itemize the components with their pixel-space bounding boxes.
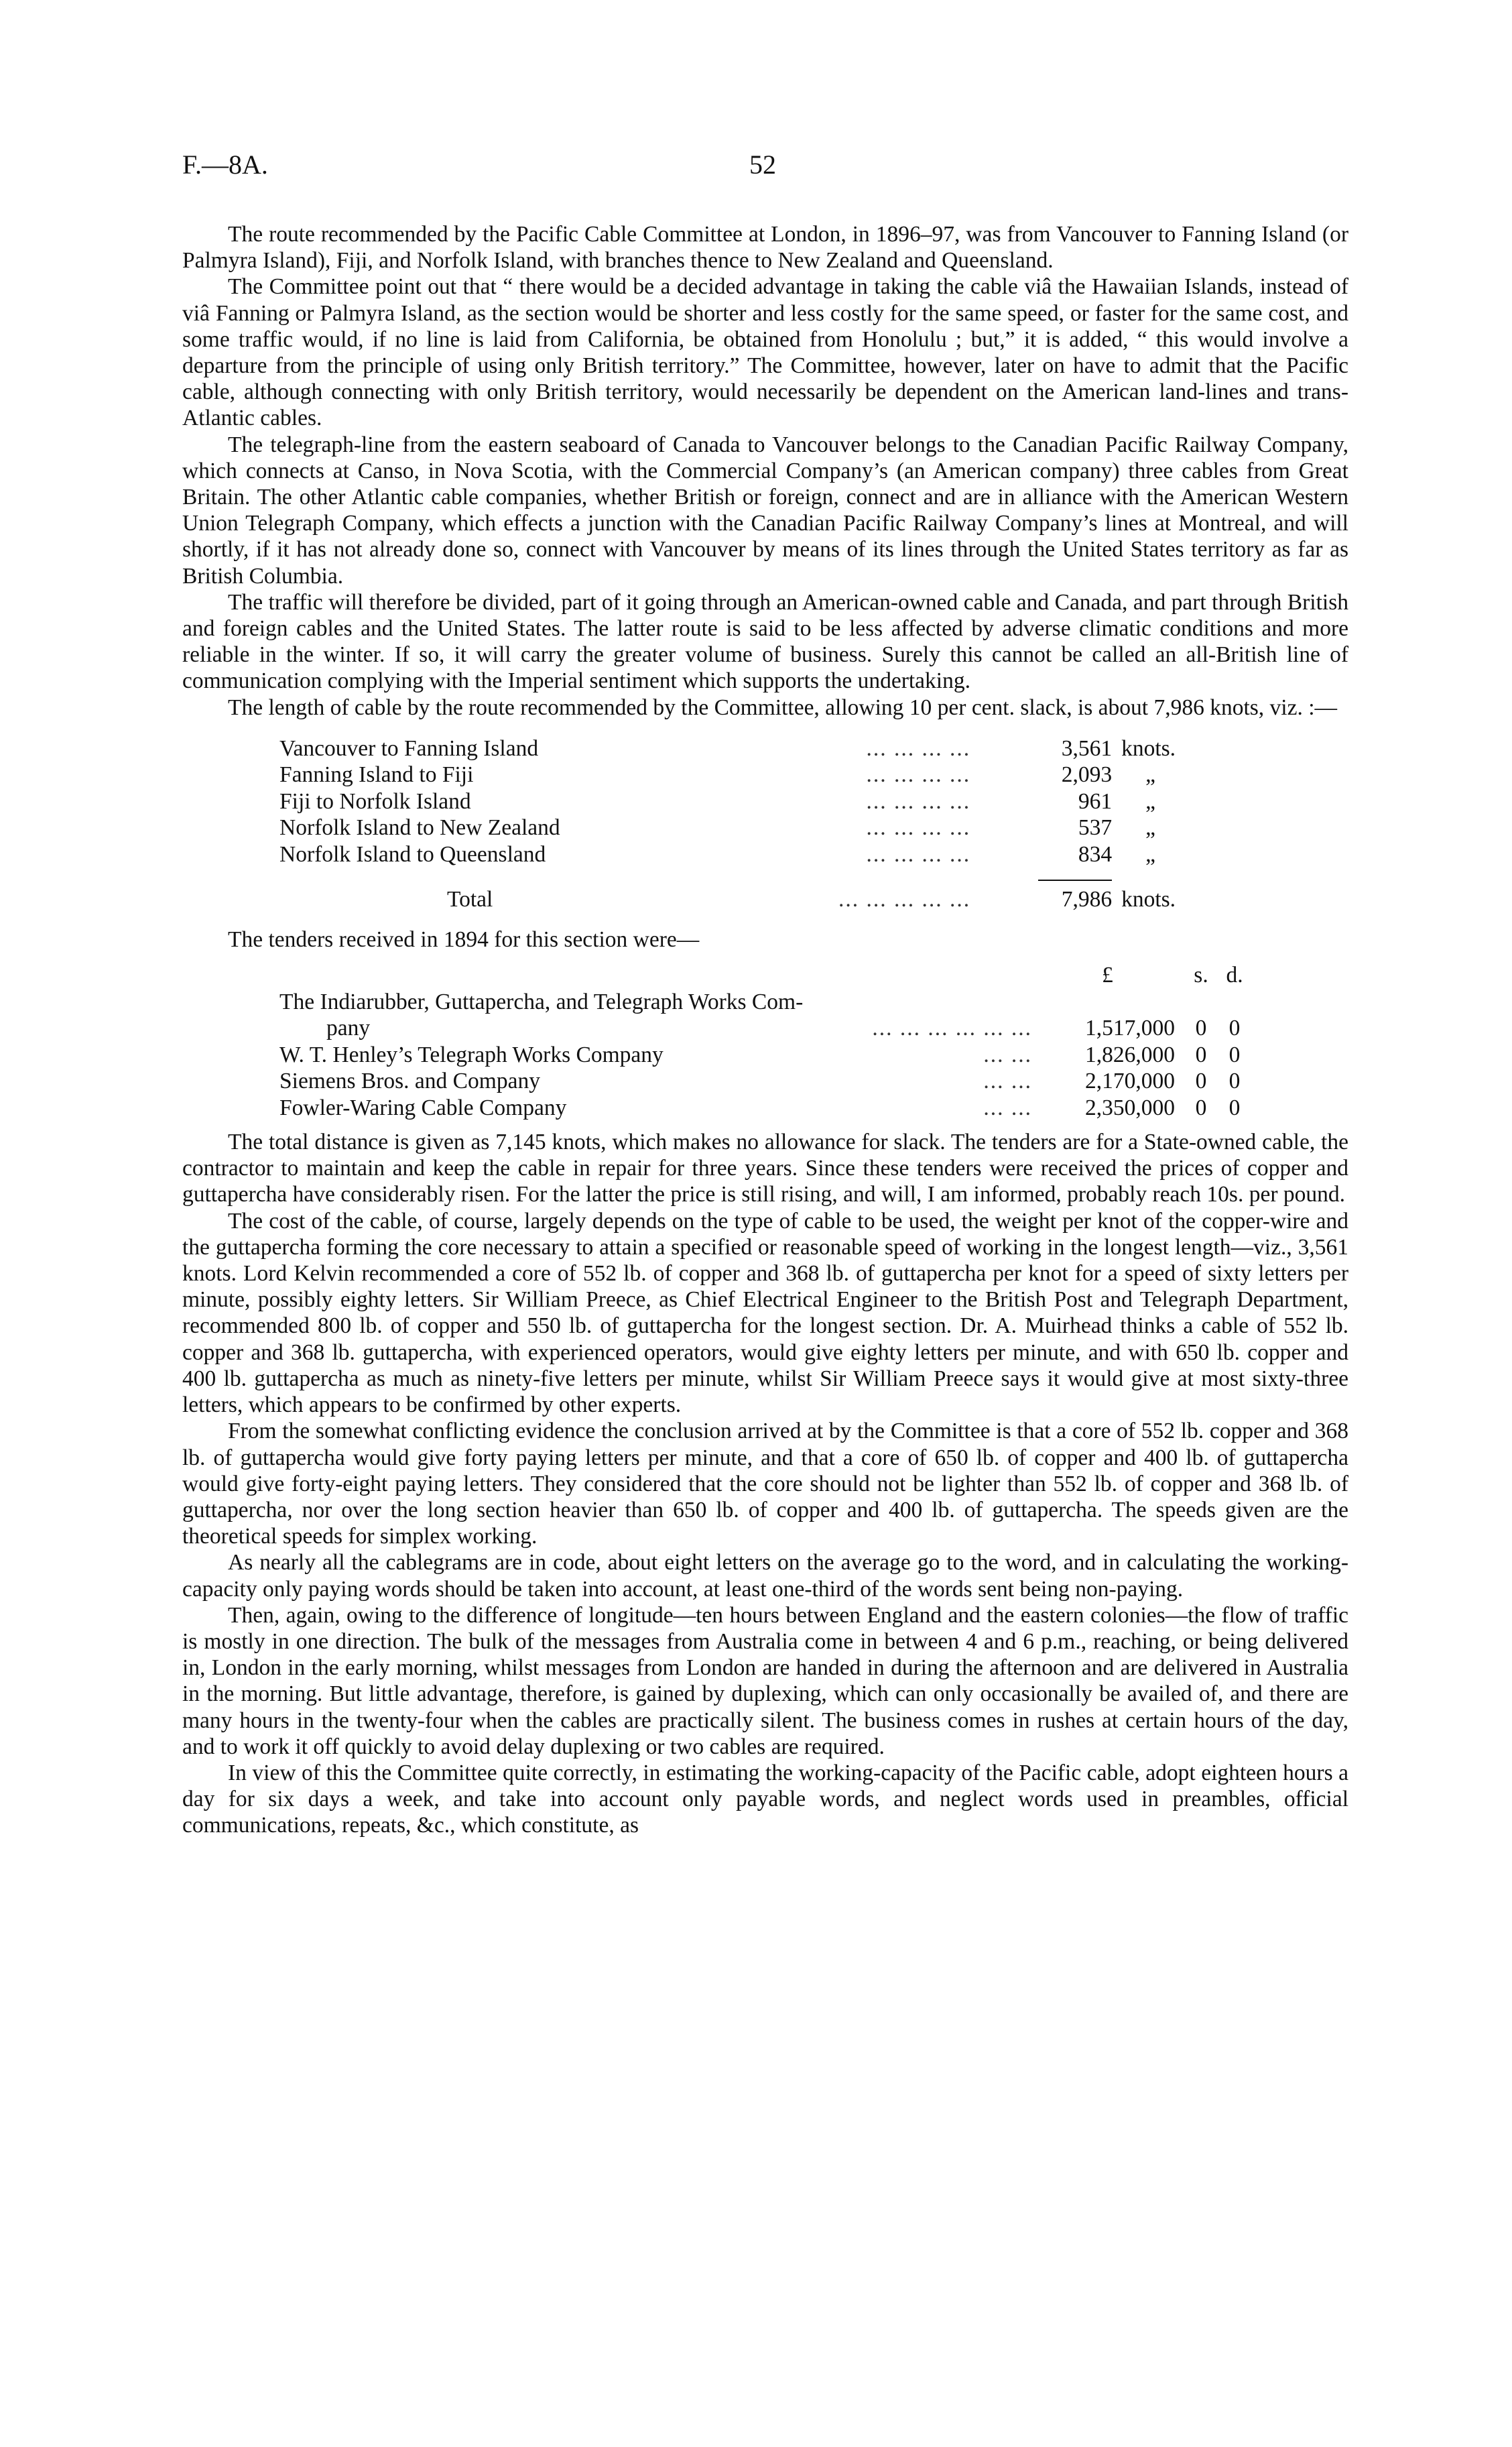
total-knots: 7,986 — [1061, 887, 1113, 912]
leader-dots: ... ... — [983, 1095, 1032, 1120]
paragraph: The telegraph-line from the eastern seaboard of Canada to Vancouver belongs to the Canadian Pacific Railway Company, which connects at Canso, in Nova Scotia, with the Commercial Company’s (an American company) three cables from Great Britain. The other Atlantic cable companies, whether British or foreign, connect and are in alliance with the American Western Union Telegraph Company, which effects a junction with the Canadian Pacific Railway Company’s lines at Montreal, and will shortly, if it has not already done so, connect with Vancouver by means of its lines through the United States territory as far as British Columbia. — [182, 432, 1348, 589]
tender-row — [279, 1015, 1251, 1042]
pound-header: £ — [1102, 963, 1113, 988]
paragraph: The length of cable by the route recommended by the Committee, allowing 10 per cent. slack, is about 7,986 knots, viz. :— — [228, 695, 1338, 720]
paragraph: As nearly all the cablegrams are in code, about eight letters on the average go to the word, and in calculating the working-capacity only paying words should be taken into account, at least one-third of the words sent being non-paying. — [182, 1550, 1348, 1602]
leader-dots: ... ... — [983, 1069, 1032, 1094]
document-reference: F.—8A. — [182, 150, 268, 180]
tender-name: pany — [326, 1016, 371, 1041]
paragraph: The Committee point out that “ there would be a decided advantage in taking the cable viâ the Hawaiian Islands, instead of viâ Fanning or Palmyra Island, as the section would be shorter and less costly for the same speed, or faster for the same cost, and some traffic would, if no line is laid from California, be obtained from Honolulu ; but,” it is added, “ this would involve a departure from the principle of using only British territory.” The Committee, however, later on have to admit that the Pacific cable, although connecting with only British territory, would necessarily be dependent on the American land-lines and trans-Atlantic cables. — [182, 274, 1348, 431]
unit: „ — [1145, 841, 1155, 867]
tender-name-cell — [279, 1042, 1040, 1069]
tender-amount: 1,517,000 — [1085, 1016, 1175, 1041]
distance-table — [279, 735, 1211, 913]
leader-dots: ... ... ... ... — [866, 762, 971, 788]
tender-name: The Indiarubber, Guttapercha, and Telegraph Works Com- — [279, 989, 804, 1014]
tender-pence: 0 — [1228, 1016, 1241, 1041]
pence-header: d. — [1226, 963, 1243, 988]
document-body — [182, 221, 1348, 1839]
route-name: Vancouver to Fanning Island — [279, 735, 539, 761]
route-name: Fanning Island to Fiji — [279, 762, 474, 788]
distance-row — [279, 815, 1211, 841]
rule-row — [279, 868, 1211, 881]
tender-name: Fowler-Waring Cable Company — [279, 1095, 567, 1120]
tender-name-cell — [279, 1095, 1040, 1122]
paragraph: In view of this the Committee quite correctly, in estimating the working-capacity of the Pacific cable, adopt eighteen hours a day for six days a week, and take into account only payable words, and neglect words used in preambles, official communications, repeats, &c., which constitute, as — [182, 1760, 1348, 1838]
leader-dots: ... ... ... ... — [866, 841, 971, 867]
route-name: Fiji to Norfolk Island — [279, 788, 471, 814]
page-number: 52 — [749, 150, 776, 180]
tender-name: W. T. Henley’s Telegraph Works Company — [279, 1042, 664, 1067]
paragraph: The route recommended by the Pacific Cable Committee at London, in 1896–97, was from Vancouver to Fanning Island (or Palmyra Island), Fiji, and Norfolk Island, with branches thence to New Zealand and Queensland. — [182, 222, 1348, 274]
distance-knots: 2,093 — [1061, 762, 1113, 788]
tenders-intro: The tenders received in 1894 for this section were— — [228, 927, 700, 952]
tender-shillings: 0 — [1195, 1016, 1207, 1041]
tenders-header-row — [279, 962, 1251, 989]
paragraph: The cost of the cable, of course, largely depends on the type of cable to be used, the weight per knot of the copper-wire and the guttapercha forming the core necessary to attain a specified or reasonable speed of working in the longest length—viz., 3,561 knots. Lord Kelvin recommended a core of 552 lb. of copper and 368 lb. of guttapercha per knot for a speed of sixty letters per minute, possibly eighty letters. Sir William Preece, as Chief Electrical Engineer to the British Post and Telegraph Department, recommended 800 lb. of copper and 550 lb. of guttapercha for the longest section. Dr. A. Muirhead thinks a cable of 552 lb. copper and 368 lb. guttapercha, with experienced operators, would give eighty letters per minute, and with 650 lb. copper and 400 lb. guttapercha as much as ninety-five letters per minute, whilst Sir William Preece says it would give at most sixty-three letters, which appears to be confirmed by other experts. — [182, 1208, 1348, 1418]
tender-row — [279, 989, 1251, 1016]
tender-row — [279, 1042, 1251, 1069]
shilling-header: s. — [1194, 963, 1208, 988]
route-name: Norfolk Island to Queensland — [279, 841, 546, 867]
leader-dots: ... ... — [983, 1042, 1032, 1067]
paragraph: The total distance is given as 7,145 knots, which makes no allowance for slack. The tenders are for a State-owned cable, the contractor to maintain and keep the cable in repair for three years. Since these tenders were received the prices of copper and guttapercha have considerably risen. For the latter the price is still rising, and will, I am informed, probably reach 10s. per pound. — [182, 1130, 1348, 1207]
tender-pence: 0 — [1228, 1069, 1241, 1094]
tender-row — [279, 1095, 1251, 1122]
tender-amount: 1,826,000 — [1085, 1042, 1175, 1067]
distance-row — [279, 788, 1211, 815]
distance-row — [279, 841, 1211, 868]
distance-knots: 834 — [1078, 841, 1113, 867]
tender-amount: 2,350,000 — [1085, 1095, 1175, 1120]
tender-name-cell — [279, 1068, 1040, 1095]
distance-knots: 537 — [1078, 815, 1113, 841]
tender-row — [279, 1068, 1251, 1095]
tender-shillings: 0 — [1195, 1095, 1207, 1120]
total-label: Total — [447, 887, 493, 912]
distance-knots: 961 — [1078, 788, 1113, 814]
tender-name-cell — [279, 1015, 1040, 1042]
total-row — [279, 881, 1211, 913]
unit: „ — [1145, 788, 1155, 814]
route-name: Norfolk Island to New Zealand — [279, 815, 560, 841]
paragraph: Then, again, owing to the difference of longitude—ten hours between England and the eastern colonies—the flow of traffic is mostly in one direction. The bulk of the messages from Australia come in between 4 and 6 p.m., reaching, or being delivered in, London in the early morning, whilst messages from London are handed in during the afternoon and are delivered in Australia in the morning. But little advantage, therefore, is gained by duplexing, which can only occasionally be availed of, and there are many hours in the twenty-four when the cables are practically silent. The business comes in rushes at certain hours of the day, and to work it off quickly to avoid delay duplexing or two cables are required. — [182, 1602, 1348, 1759]
tender-shillings: 0 — [1195, 1042, 1207, 1067]
tender-shillings: 0 — [1195, 1069, 1207, 1094]
total-unit: knots. — [1121, 887, 1176, 912]
leader-dots: ... ... ... ... ... ... — [872, 1016, 1032, 1041]
tender-pence: 0 — [1228, 1095, 1241, 1120]
leader-dots: ... ... ... ... — [866, 788, 971, 814]
distance-row — [279, 762, 1211, 788]
leader-dots: ... ... ... ... ... — [838, 887, 971, 912]
paragraph: From the somewhat conflicting evidence the conclusion arrived at by the Committee is that a core of 552 lb. copper and 368 lb. of guttapercha would give forty paying letters per minute, and that a core of 650 lb. of copper and 400 lb. of guttapercha would give forty-eight paying letters. They considered that the core should not be lighter than 552 lb. of copper and 368 lb. of guttapercha, nor over the long section heavier than 650 lb. of copper and 400 lb. of guttapercha. The speeds given are the theoretical speeds for simplex working. — [182, 1419, 1348, 1549]
tender-name: Siemens Bros. and Company — [279, 1069, 540, 1094]
tender-amount: 2,170,000 — [1085, 1069, 1175, 1094]
unit: knots. — [1121, 735, 1176, 761]
distance-row — [279, 735, 1211, 762]
unit: „ — [1145, 762, 1155, 788]
paragraph: The traffic will therefore be divided, part of it going through an American-owned cable and Canada, and part through British and foreign cables and the United States. The latter route is said to be less affected by adverse climatic conditions and more reliable in the winter. If so, it will carry the greater volume of business. Surely this cannot be called an all-British line of communication complying with the Imperial sentiment which supports the undertaking. — [182, 589, 1348, 694]
tenders-table — [279, 962, 1251, 1121]
leader-dots: ... ... ... ... — [866, 815, 971, 841]
leader-dots: ... ... ... ... — [866, 735, 971, 761]
distance-knots: 3,561 — [1061, 735, 1113, 761]
tender-pence: 0 — [1228, 1042, 1241, 1067]
unit: „ — [1145, 815, 1155, 841]
